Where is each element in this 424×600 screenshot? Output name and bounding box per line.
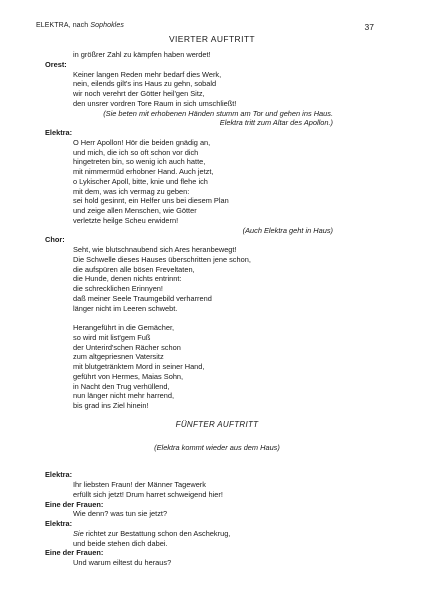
verse-line: und mich, die ich so oft schon vor dich xyxy=(73,147,199,157)
verse-line: Die Schwelle dieses Hauses überschritten jene schon, xyxy=(73,254,251,264)
speaker-name: Orest: xyxy=(45,59,67,69)
speaker-name: Eine der Frauen: xyxy=(45,499,104,509)
verse-line: in Nacht den Trug verhüllend, xyxy=(73,381,170,391)
running-author: Sophokles xyxy=(90,22,124,29)
verse-line: Und warum eiltest du heraus? xyxy=(73,558,172,567)
verse-line: Wie denn? was tun sie jetzt? xyxy=(73,509,168,519)
speaker-name: Elektra: xyxy=(45,128,73,137)
verse-line: mit nimmermüd erhobner Hand. Auch jetzt, xyxy=(73,167,214,176)
stanza-gap xyxy=(52,313,382,323)
verse-line: länger nicht im Leeren schwebt. xyxy=(73,303,178,313)
act-stage-direction: (Elektra kommt wieder aus dem Haus) xyxy=(154,442,280,452)
verse-line: den unsrer vordren Tore Raum in sich umschließt! xyxy=(73,98,237,108)
verse-line xyxy=(73,529,382,539)
stage-direction: (Auch Elektra geht in Haus) xyxy=(242,225,333,235)
verse-line: die Hunde, denen nichts entrinnt: xyxy=(73,274,182,284)
verse-line: mit dem, was ich vermag zu geben: xyxy=(73,186,190,196)
verse-line: erfüllt sich jetzt! Drum harret schweigend hier! xyxy=(73,489,223,499)
verse-line: o Lykischer Apoll, bitte, knie und flehe ich xyxy=(73,176,208,186)
act-title: FÜNFTER AUFTRITT xyxy=(175,419,259,429)
verse-line: die schrecklichen Erinnyen! xyxy=(73,284,163,293)
verse-line: O Herr Apollon! Hör die beiden gnädig an, xyxy=(73,137,211,147)
verse-line: sei hold gesinnt, ein Helfer uns bei diesem Plan xyxy=(73,196,229,206)
speaker-name: Chor: xyxy=(45,235,65,245)
verse-line: hingetreten bin, so wenig ich auch hatte, xyxy=(73,157,206,167)
stage-direction: (Sie beten mit erhobenen Händen stumm am Tor und gehen ins Haus. xyxy=(103,108,333,118)
verse-line: die aufspüren alle bösen Freveltaten, xyxy=(73,264,195,274)
running-title: ELEKTRA, nach xyxy=(36,22,89,29)
verse-line: in größrer Zahl zu kämpfen haben werdet! xyxy=(73,50,211,59)
verse-line: Ihr liebsten Fraun! der Männer Tagewerk xyxy=(73,480,206,489)
verse-line: bis grad ins Ziel hinein! xyxy=(73,401,149,410)
verse-line: mit blutgetränktem Mord in seiner Hand, xyxy=(73,362,205,371)
dialogue-body xyxy=(45,50,382,568)
running-header xyxy=(36,22,124,29)
verse-line: so wird mit list'gem Fuß xyxy=(73,332,151,342)
verse-line: daß meiner Seele Traumgebild verharrend xyxy=(73,293,212,303)
verse-line: und beide stehen dich dabei. xyxy=(73,538,168,548)
stage-direction: Elektra tritt zum Altar des Apollon.) xyxy=(219,118,333,128)
speaker-name: Eine der Frauen: xyxy=(45,548,104,558)
verse-line: zum altgepriesnen Vatersitz xyxy=(73,352,164,362)
verse-line-part: richtet zur Bestattung schon den Aschekrug, xyxy=(83,528,231,538)
verse-line: Keiner langen Reden mehr bedarf dies Werk, xyxy=(73,69,222,79)
verse-line: und zeige allen Menschen, wie Götter xyxy=(73,206,197,215)
verse-line: nein, eilends gilt's ins Haus zu gehn, sobald xyxy=(73,79,217,89)
verse-line: wir noch verehrt der Götter heil'gen Sitz, xyxy=(73,89,205,98)
verse-line: verletzte heilge Scheu erwidern! xyxy=(73,215,179,225)
verse-line: Herangeführt in die Gemächer, xyxy=(73,323,175,332)
speaker-name: Elektra: xyxy=(45,470,73,480)
page-number: 37 xyxy=(364,22,374,32)
speaker-name: Elektra: xyxy=(45,519,73,528)
verse-line-part: Sie xyxy=(73,528,84,538)
verse-line: der Unterird'schen Rächer schon xyxy=(73,342,181,352)
scene-title: VIERTER AUFTRITT xyxy=(168,34,256,44)
verse-line: geführt von Hermes, Maias Sohn, xyxy=(73,371,184,381)
verse-line: nun länger nicht mehr harrend, xyxy=(73,391,175,401)
verse-line: Seht, wie blutschnaubend sich Ares heranbewegt! xyxy=(73,245,237,254)
